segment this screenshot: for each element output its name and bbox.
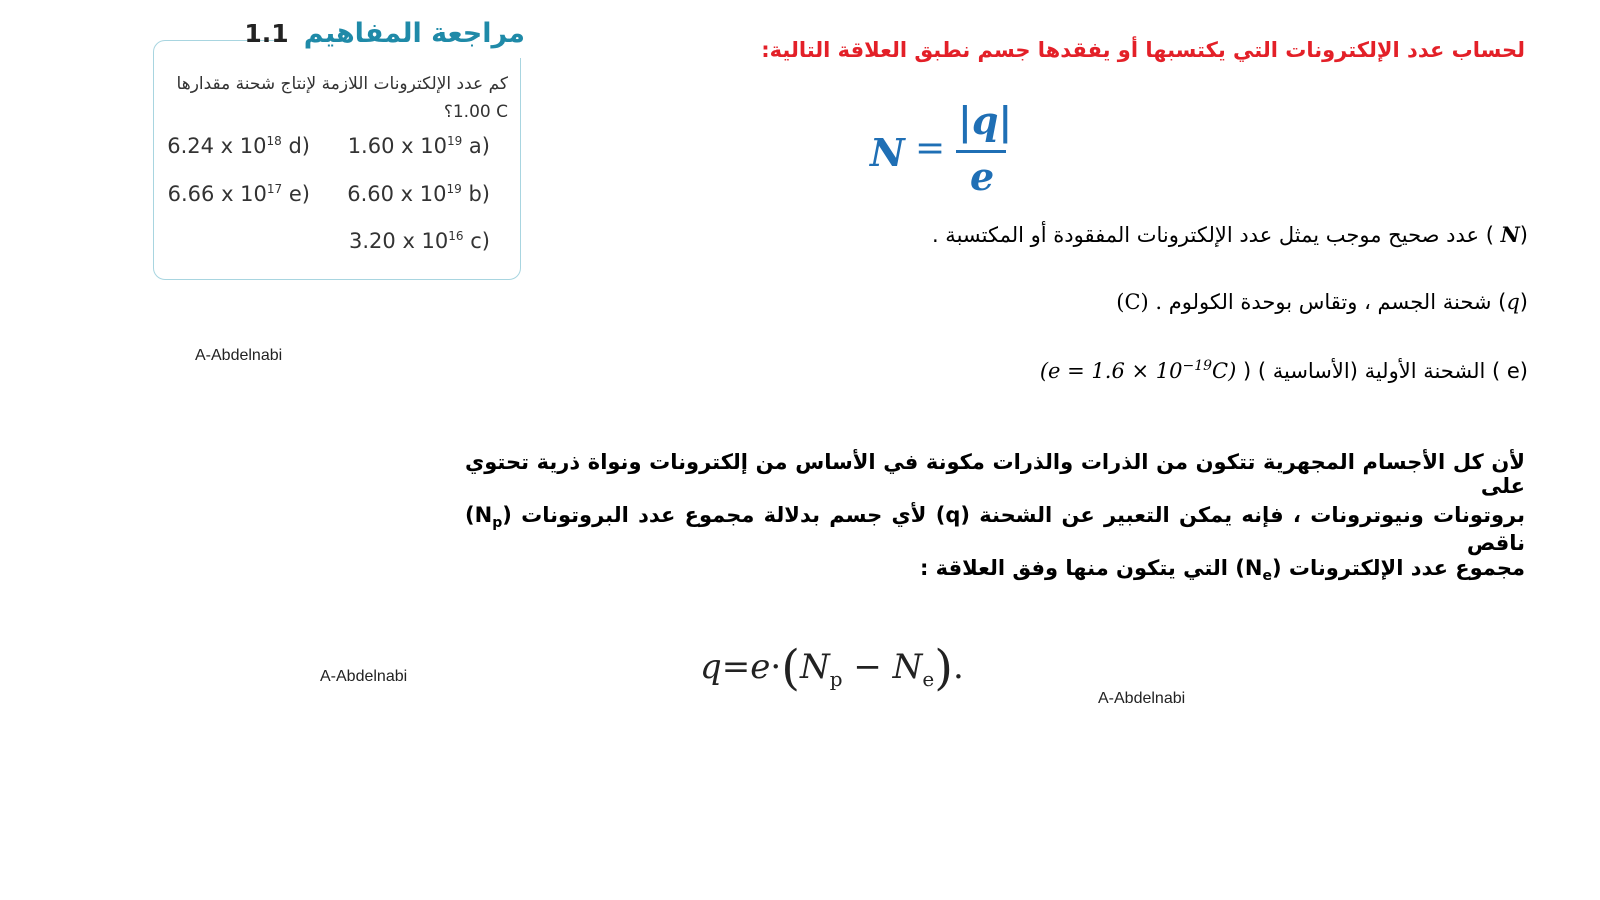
option-c-label: (c bbox=[470, 229, 490, 253]
option-a bbox=[348, 134, 490, 158]
paragraph-line-1: لأن كل الأجسام المجهرية تتكون من الذرات والذرات مكونة في الأساس من إلكترونات ونواة ذرية تحتوي على bbox=[465, 450, 1525, 498]
formula-n-eq: = bbox=[915, 128, 946, 169]
formula-q-e: e bbox=[750, 647, 771, 687]
formula-n-fraction-bar bbox=[956, 150, 1006, 153]
formula-n-lhs: N bbox=[870, 130, 905, 175]
option-d bbox=[167, 134, 310, 158]
definition-e bbox=[1040, 358, 1528, 383]
definition-e-symbol: ( e) bbox=[1492, 359, 1528, 383]
option-e-mantissa: 6.66 x 10 bbox=[167, 182, 267, 206]
option-b-mantissa: 6.60 x 10 bbox=[347, 182, 447, 206]
credit-1: A-Abdelnabi bbox=[195, 347, 283, 364]
formula-q-close-paren: ) bbox=[934, 640, 953, 696]
formula-q-ne-sub: e bbox=[922, 666, 935, 691]
option-e-label: (e bbox=[288, 182, 310, 206]
option-a-mantissa: 1.60 x 10 bbox=[347, 134, 447, 158]
formula-n-numerator: |q| bbox=[958, 98, 1013, 143]
paragraph-line-3-a: مجموع عدد الإلكترونات (N bbox=[1244, 556, 1525, 580]
paragraph-line-3-sub: e bbox=[1262, 568, 1272, 585]
definition-n: (N ) عدد صحيح موجب يمثل عدد الإلكترونات المفقودة أو المكتسبة . bbox=[931, 222, 1528, 247]
option-a-exp: 19 bbox=[446, 134, 463, 148]
option-e-exp: 17 bbox=[266, 182, 283, 196]
credit-3: A-Abdelnabi bbox=[1098, 690, 1186, 707]
paragraph-line-3 bbox=[465, 556, 1525, 584]
concept-review-heading: مراجعة المفاهيم bbox=[303, 18, 525, 49]
formula-q-ne: N bbox=[892, 647, 923, 687]
definition-e-unit: C) bbox=[1212, 359, 1237, 383]
paragraph-line-2-b: ) ناقص bbox=[465, 503, 1525, 556]
credit-2: A-Abdelnabi bbox=[320, 668, 408, 685]
formula-q-dot: · bbox=[770, 647, 782, 687]
formula-q-np-sub: p bbox=[829, 666, 843, 691]
option-c-exp: 16 bbox=[448, 229, 464, 243]
formula-q-open-paren: ( bbox=[781, 640, 800, 696]
intro-text: لحساب عدد الإلكترونات التي يكتسبها أو يفقدها جسم نطبق العلاقة التالية: bbox=[761, 38, 1525, 62]
formula-q-minus: − bbox=[853, 647, 882, 687]
option-c bbox=[349, 229, 490, 253]
paragraph-line-3-b: ) التي يتكون منها وفق العلاقة : bbox=[919, 556, 1245, 580]
definition-e-exp: −19 bbox=[1182, 358, 1213, 374]
formula-n bbox=[870, 98, 1020, 198]
option-c-mantissa: 3.20 x 10 bbox=[349, 229, 449, 253]
concept-review-question: كم عدد الإلكترونات اللازمة لإنتاج شحنة مقدارها ‎1.00 C‎؟ bbox=[176, 74, 508, 122]
option-b-exp: 19 bbox=[446, 182, 462, 196]
definition-q-text: شحنة الجسم ، وتقاس بوحدة الكولوم bbox=[1168, 290, 1492, 314]
option-d-label: (d bbox=[288, 134, 310, 158]
definition-q-symbol: q bbox=[1506, 290, 1520, 314]
formula-q-np: N bbox=[799, 647, 830, 687]
definition-e-value: e = 1.6 × 10 bbox=[1048, 359, 1183, 383]
paragraph-line-2-sub: p bbox=[492, 515, 503, 532]
definition-e-value-group: $(e = 1.6 \times 10^{-19}C)$ bbox=[1039, 358, 1237, 383]
formula-n-denominator: e bbox=[970, 154, 995, 199]
definition-n-text: عدد صحيح موجب يمثل عدد الإلكترونات المفقودة أو المكتسبة . bbox=[931, 223, 1480, 247]
paragraph-line-2 bbox=[465, 503, 1525, 555]
definition-q: (q) شحنة الجسم ، وتقاس بوحدة الكولوم (C) . bbox=[1116, 290, 1528, 314]
option-a-label: (a bbox=[468, 134, 490, 158]
formula-q-lhs: q bbox=[700, 647, 722, 687]
definition-q-unit: (C) . bbox=[1116, 290, 1163, 314]
concept-review-title bbox=[244, 18, 525, 58]
definition-n-symbol: N bbox=[1500, 222, 1520, 247]
option-b-label: (b bbox=[468, 182, 490, 206]
option-d-mantissa: 6.24 x 10 bbox=[167, 134, 267, 158]
concept-review-number: 1.1 bbox=[244, 19, 289, 48]
option-b bbox=[347, 182, 490, 206]
option-e bbox=[168, 182, 310, 206]
paragraph-line-2-a: بروتونات ونيوترونات ، فإنه يمكن التعبير عن الشحنة (q) لأي جسم بدلالة مجموع عدد البروتونات (N bbox=[474, 503, 1525, 527]
formula-q bbox=[700, 640, 964, 696]
formula-q-end: . bbox=[952, 647, 964, 687]
option-d-exp: 18 bbox=[266, 134, 282, 148]
formula-q-eq: = bbox=[721, 647, 751, 687]
definition-e-text: الشحنة الأولية (الأساسية ) ( bbox=[1242, 359, 1486, 383]
